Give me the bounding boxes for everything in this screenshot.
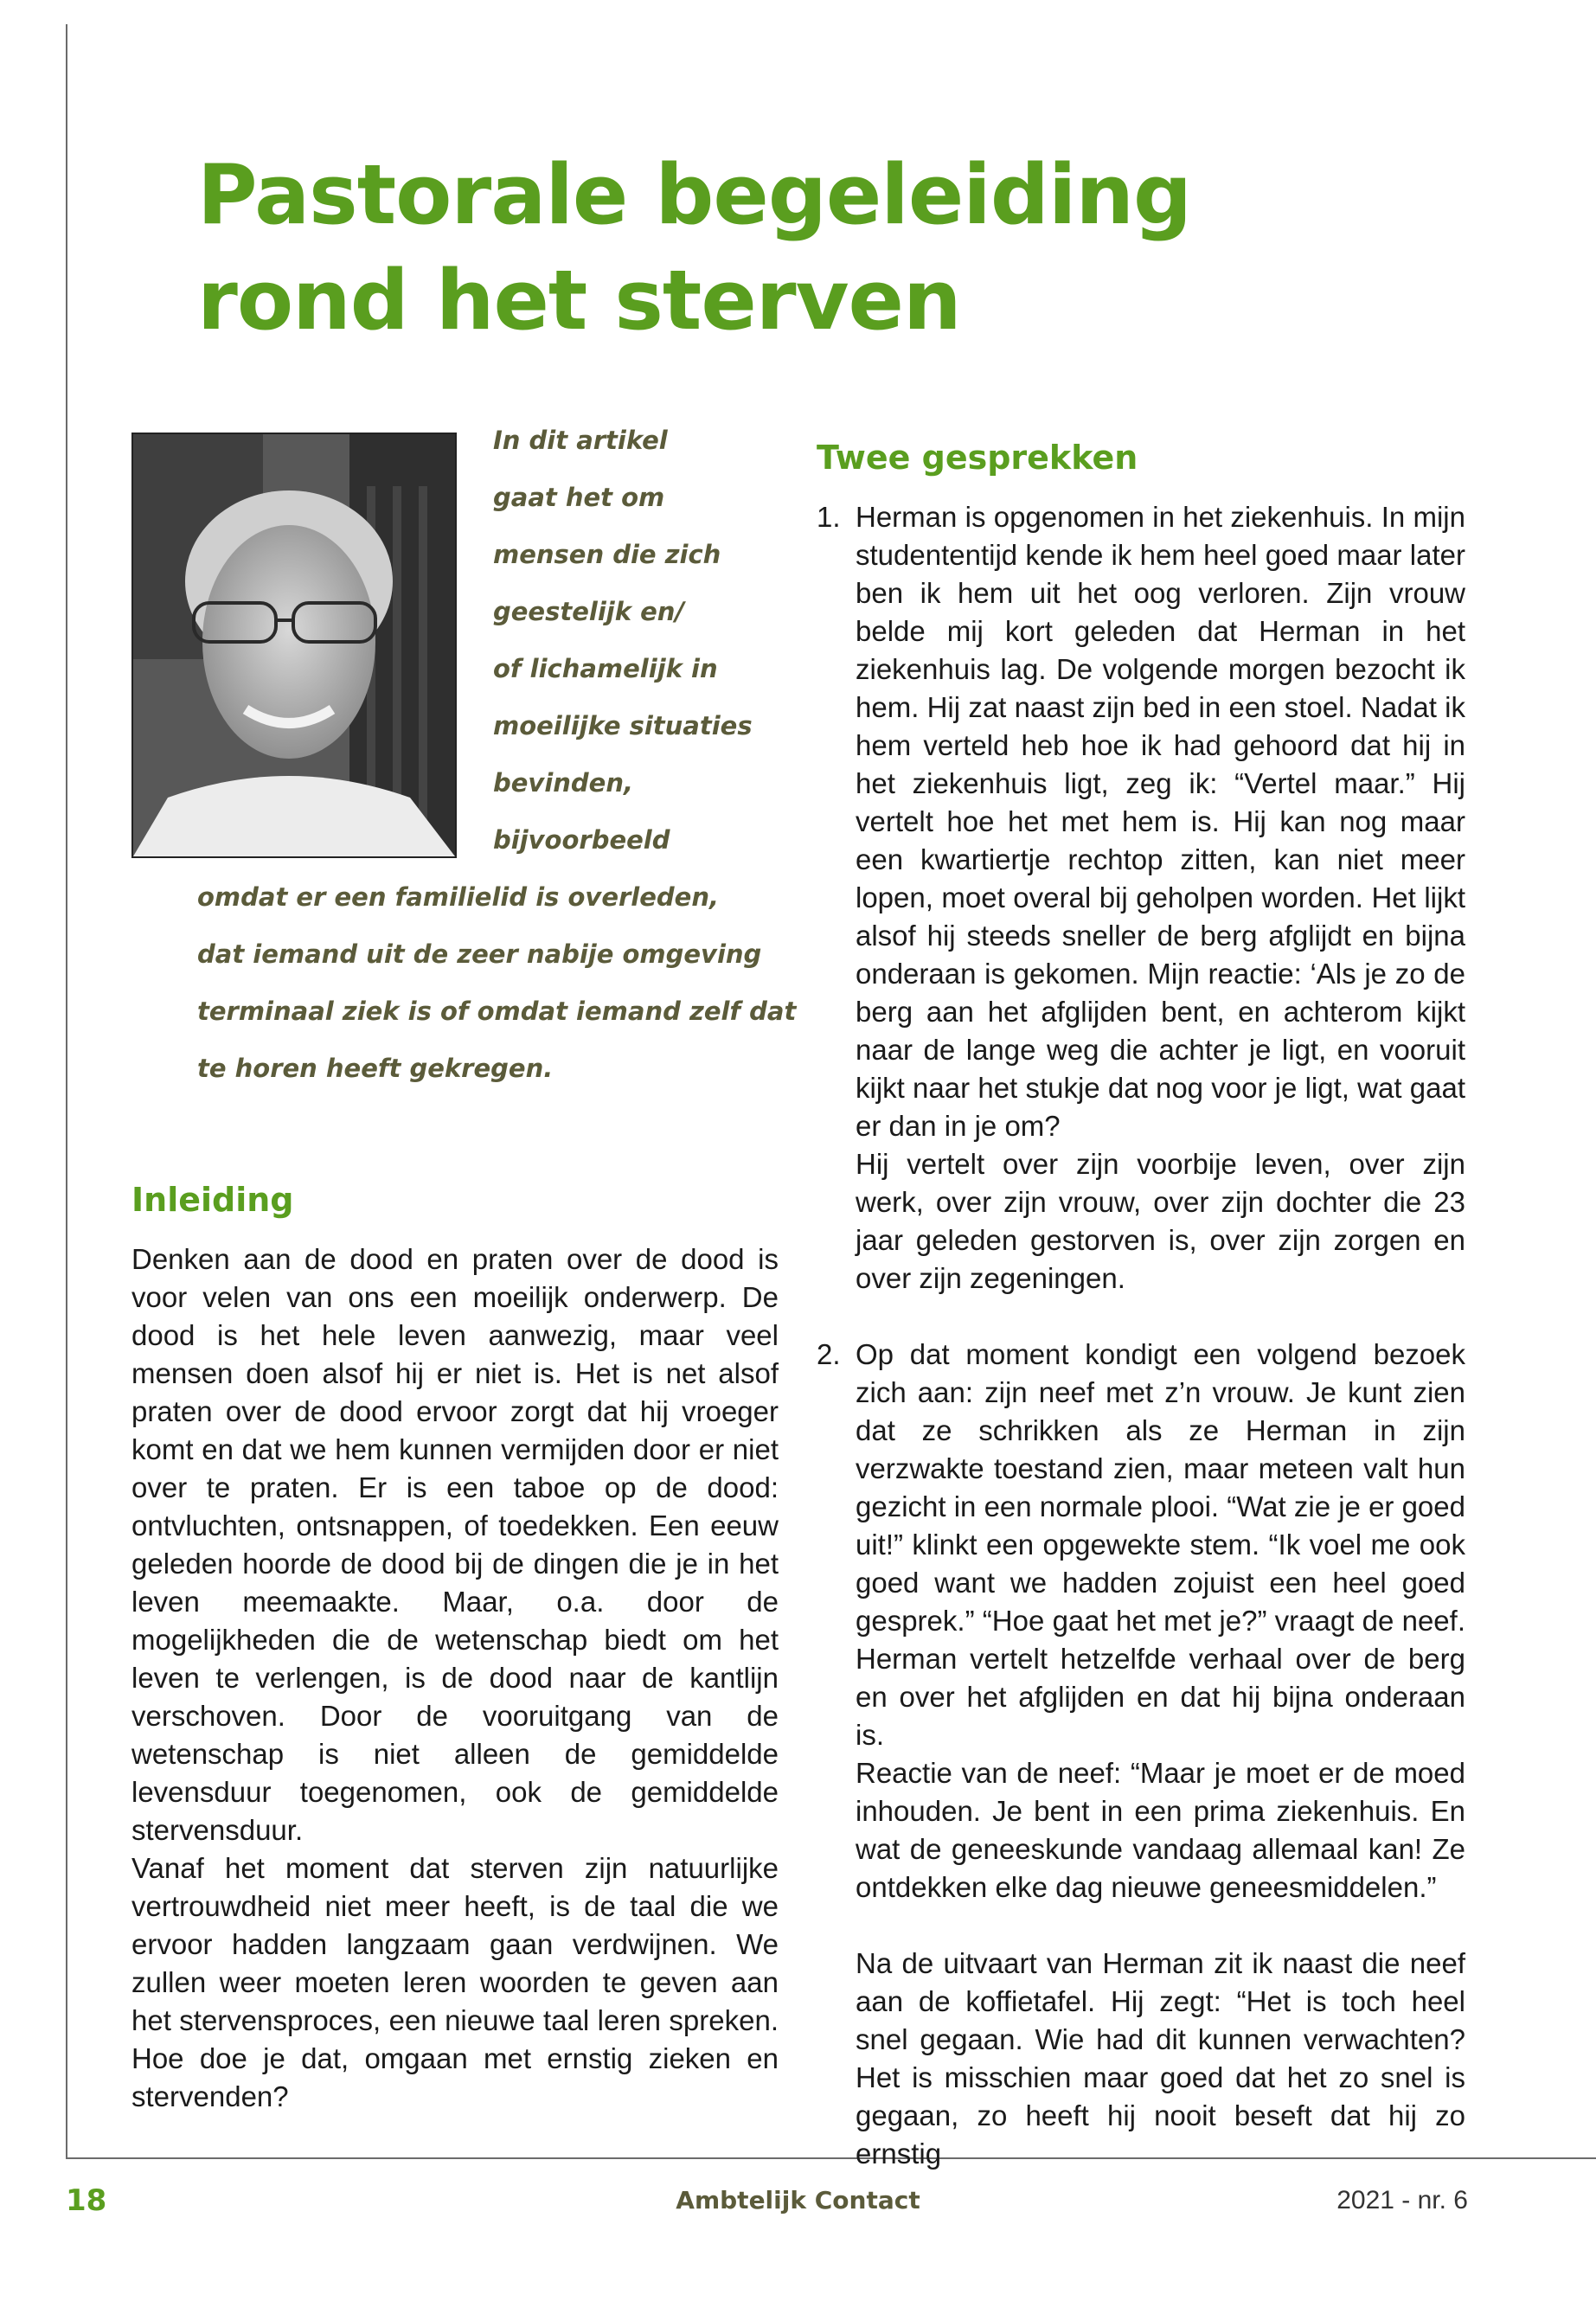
twee-gesprekken-body (817, 498, 1465, 2173)
intro-text-below-photo (197, 868, 820, 1097)
intro-line: gaat het om (493, 483, 665, 512)
paragraph: Hij vertelt over zijn voorbije leven, over zijn werk, over zijn vrouw, over zijn dochter die 23 jaar geleden gestorven is, over zijn zorgen en over zijn zegeningen. (856, 1148, 1465, 1294)
title-line-2: rond het sterven (197, 253, 961, 349)
intro-line: terminaal ziek is of omdat iemand zelf dat (197, 997, 797, 1026)
intro-line: of lichamelijk in (493, 654, 718, 683)
paragraph: Op dat moment kondigt een volgend bezoek zich aan: zijn neef met z’n vrouw. Je kunt zien dat ze schrikken als ze Herman in zijn verzwakte toestand zien, maar meteen valt hun gezicht in een normale plooi. “Wat zie je er goed uit!” klinkt een opgewekte stem. “Ik voel me ook goed want we hadden zojuist een heel goed gesprek.” “Hoe gaat het met je?” vraagt de neef. Herman vertelt hetzelfde verhaal over de berg en over het afglijden en dat hij bijna onderaan is. (856, 1338, 1465, 1751)
item-number: 1. (817, 501, 841, 533)
item-number: 2. (817, 1338, 841, 1370)
page-number: 18 (66, 2183, 107, 2218)
intro-line: moeilijke situaties (493, 711, 753, 740)
inleiding-body (131, 1240, 779, 2116)
author-portrait (131, 433, 457, 858)
portrait-image (133, 434, 455, 856)
paragraph: Denken aan de dood en praten over de dood is voor velen van ons een moeilijk onderwerp. De dood is het hele leven aanwezig, maar veel mensen doen alsof hij er niet is. Het is net alsof praten over de dood ervoor zorgt dat hij vroeger komt en dat we hem kunnen vermijden door er niet over te praten. Er is een taboe op de dood: ontvluchten, ontsnappen, of toedekken. Een eeuw geleden hoorde de dood bij de dingen die je in het leven meemaakte. Maar, o.a. door de mogelijkheden die de wetenschap biedt om het leven te verlengen, is de dood naar de kantlijn verschoven. Door de vooruitgang van de wetenschap is niet alleen de gemiddelde levensduur toegenomen, ook de gemiddelde stervensduur. (131, 1243, 779, 1846)
intro-line: geestelijk en/ (493, 597, 684, 626)
intro-line: omdat er een familielid is overleden, (197, 882, 719, 912)
intro-text-beside-photo (493, 412, 822, 868)
left-margin-rule (66, 24, 67, 2159)
paragraph: Reactie van de neef: “Maar je moet er de moed inhouden. Je bent in een prima ziekenhuis. En wat de geneeskunde vandaag allemaal kan! Ze ontdekken elke dag nieuwe geneesmiddelen.” (856, 1757, 1465, 1903)
section-heading-inleiding: Inleiding (131, 1181, 294, 1219)
numbered-item-2 (817, 1336, 1465, 2173)
section-heading-twee-gesprekken: Twee gesprekken (817, 439, 1138, 477)
intro-line: te horen heeft gekregen. (197, 1054, 554, 1083)
intro-line: dat iemand uit de zeer nabije omgeving (197, 939, 762, 969)
intro-line: mensen die zich (493, 540, 721, 569)
numbered-item-1 (817, 498, 1465, 1298)
paragraph: Na de uitvaart van Herman zit ik naast die neef aan de koffietafel. Hij zegt: “Het is toch heel snel gegaan. Wie had dit kunnen verwachten? Het is misschien maar goed dat het zo snel is gegaan, zo heeft hij nooit beseft dat hij zo ernstig (856, 1947, 1465, 2170)
intro-line: In dit artikel (493, 426, 668, 455)
article-title (197, 143, 1191, 354)
issue-number: 2021 - nr. 6 (1336, 2186, 1468, 2214)
paragraph: Herman is opgenomen in het ziekenhuis. In mijn studententijd kende ik hem heel goed maar later ben ik hem uit het oog verloren. Zijn vrouw belde mij kort geleden dat Herman in het ziekenhuis lag. De volgende morgen bezocht ik hem. Hij zat naast zijn bed in een stoel. Nadat ik hem verteld heb hoe ik had gehoord dat hij in het ziekenhuis ligt, zeg ik: “Vertel maar.” Hij vertelt hoe het met hem is. Hij kan nog maar een kwartiertje rechtop zitten, kan niet meer lopen, moet overal bij geholpen worden. Het lijkt alsof hij steeds sneller de berg afglijdt en bijna onderaan is gekomen. Mijn reactie: ‘Als je zo de berg aan het afglijden bent, en achterom kijkt naar de lange weg die achter je ligt, en vooruit kijkt naar het stukje dat nog voor je ligt, wat gaat er dan in je om? (856, 501, 1465, 1142)
intro-line: bijvoorbeeld (493, 825, 670, 855)
magazine-name: Ambtelijk Contact (676, 2186, 920, 2214)
title-line-1: Pastorale begeleiding (197, 148, 1192, 243)
intro-line: bevinden, (493, 768, 634, 798)
paragraph: Vanaf het moment dat sterven zijn natuurlijke vertrouwdheid niet meer heeft, is de taal die we ervoor hadden langzaam gaan verdwijnen. We zullen weer moeten leren woorden te geven aan het stervensproces, een nieuwe taal leren spreken. Hoe doe je dat, omgaan met ernstig zieken en stervenden? (131, 1852, 779, 2112)
